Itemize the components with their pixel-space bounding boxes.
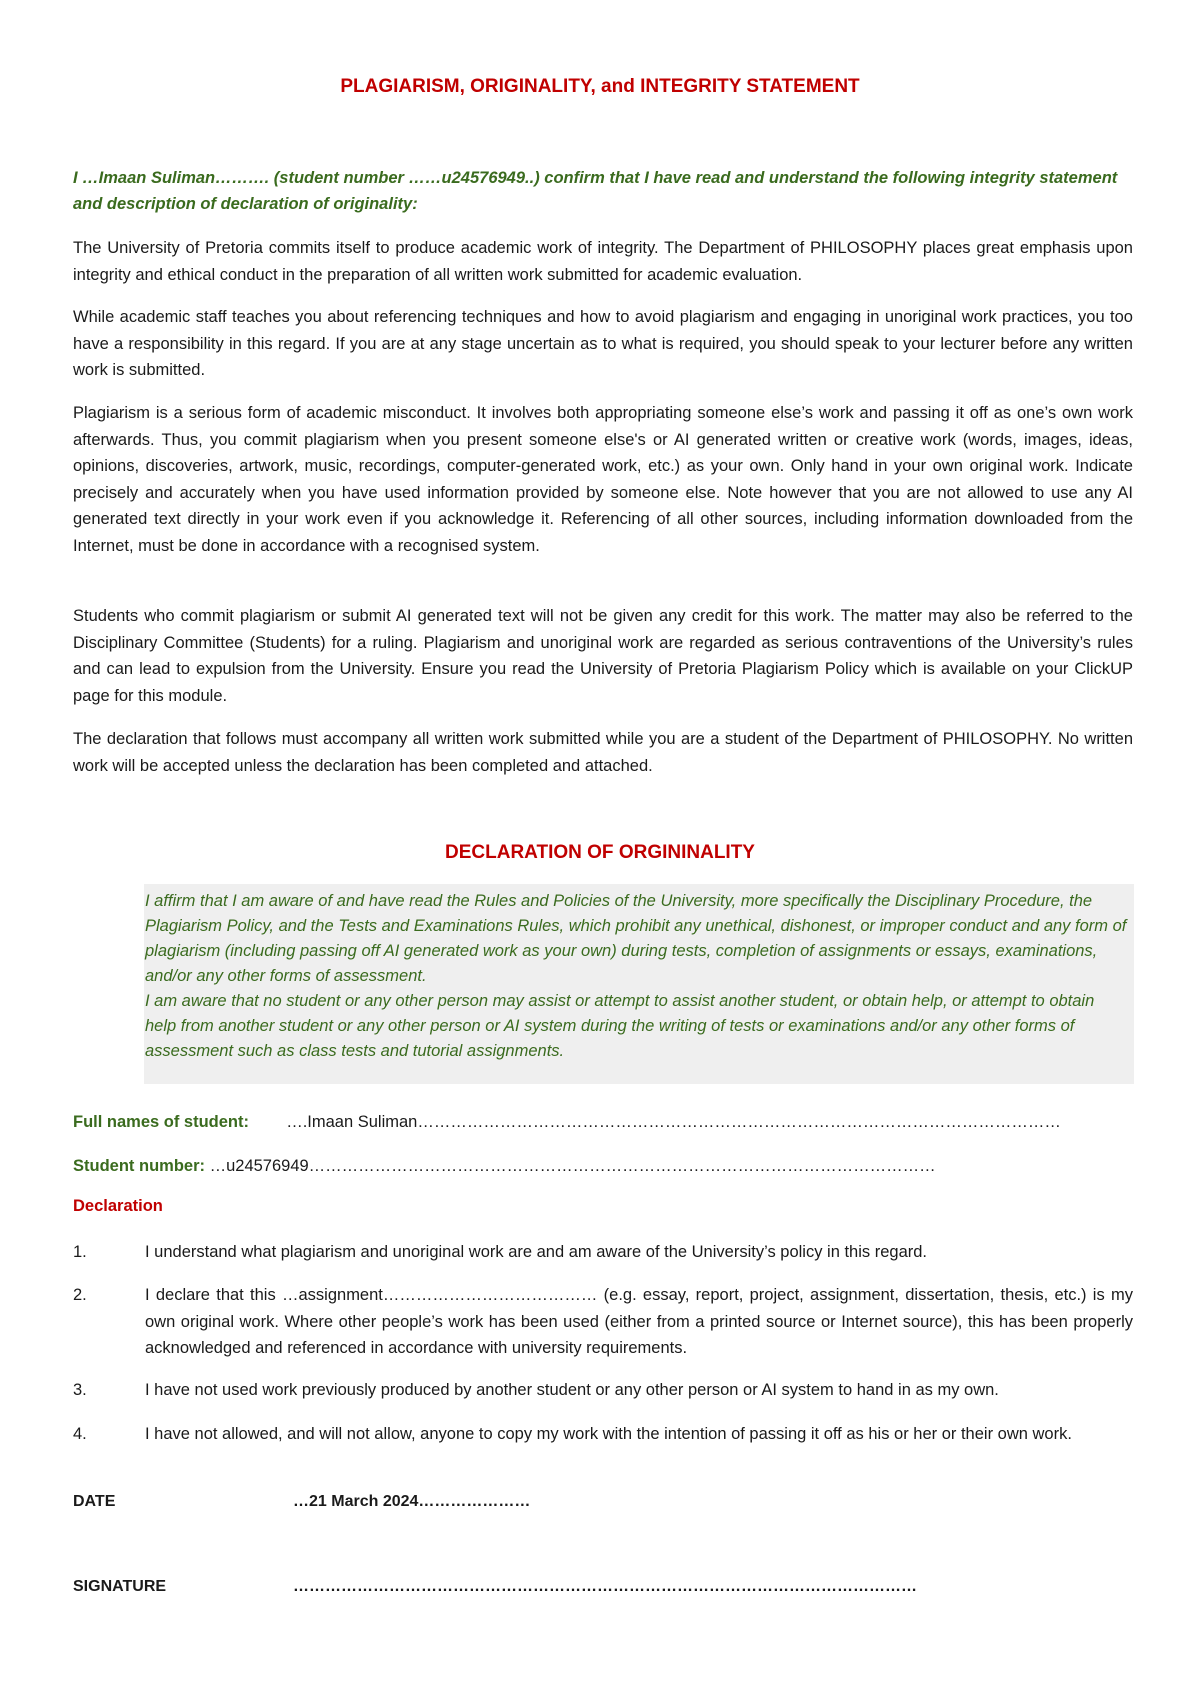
student-number-label: Student number: (73, 1157, 205, 1175)
intro-confirmation: I …Imaan Suliman………. (student number ……u24576949..) confirm that I have read and understand the following integrity statement and description of declaration of originality: (73, 169, 1118, 213)
item-text: I understand what plagiarism and unoriginal work are and am aware of the University’s policy in this regard. (145, 1243, 928, 1261)
date-label: DATE (73, 1493, 116, 1510)
paragraph-declaration-requirement: The declaration that follows must accompany all written work submitted while you are a student of the Department of PHILOSOPHY. No written work will be accepted unless the declaration has been completed and attached. (73, 730, 1133, 775)
item-number: 4. (73, 1425, 87, 1443)
student-number-value: …u24576949…………………………………………………………………………………………………… (209, 1157, 936, 1175)
paragraph-consequences: Students who commit plagiarism or submit AI generated text will not be given any credit for this work. The matter may also be referred to the Disciplinary Committee (Students) for a ruling. Plagiarism and unoriginal work are regarded as serious contraventions of the University’s rules and can lead to expulsion from the University. Ensure you read the University of Pretoria Plagiarism Policy which is available on your ClickUP page for this module. (73, 607, 1133, 705)
declaration-item-3 (73, 1377, 1133, 1404)
date-value: …21 March 2024………………… (293, 1493, 531, 1510)
affirmation-rules: I affirm that I am aware of and have read the Rules and Policies of the University, more specifically the Disciplinary Procedure, the Plagiarism Policy, and the Tests and Examinations Rules, which prohibit any unethical, dishonest, or improper conduct and any form of plagiarism (including passing off AI generated work as your own) during tests, completion of assignments or essays, examinations, and/or any other forms of assessment. (145, 892, 1127, 985)
item-number: 3. (73, 1381, 87, 1399)
full-names-label: Full names of student: (73, 1113, 250, 1131)
item-text: I have not allowed, and will not allow, anyone to copy my work with the intention of passing it off as his or her or their own work. (145, 1425, 1072, 1443)
signature-label: SIGNATURE (73, 1578, 167, 1595)
declaration-heading: Declaration (73, 1197, 163, 1215)
declaration-item-1 (73, 1239, 1133, 1266)
item-number: 1. (73, 1243, 87, 1261)
full-names-value: ….Imaan Suliman……………………………………………………………………………………………………… (286, 1113, 1061, 1131)
affirmation-text (145, 889, 1130, 1064)
signature-line: ……………………………………………………………………………………………………… (293, 1578, 917, 1595)
paragraph-plagiarism-definition: Plagiarism is a serious form of academic misconduct. It involves both appropriating someone else’s work and passing it off as one’s own work afterwards. Thus, you commit plagiarism when you present someone else's or AI generated written or creative work (words, images, ideas, opinions, discoveries, artwork, music, recordings, computer-generated work, etc.) as your own. Only hand in your own original work. Indicate precisely and accurately when you have used information provided by someone else. Note however that you are not allowed to use any AI generated text directly in your work even if you acknowledge it. Referencing of all other sources, including information downloaded from the Internet, must be done in accordance with a recognised system. (73, 404, 1133, 555)
item-text: I declare that this …assignment………………………………… (e.g. essay, report, project, assignment, dissertation, thesis, etc.) is my own original work. Where other people’s work has been used (either from a printed source or Internet source), this has been properly acknowledged and referenced in accordance with university requirements. (145, 1286, 1133, 1357)
declaration-item-4 (73, 1421, 1133, 1448)
declaration-title: DECLARATION OF ORGININALITY (445, 842, 755, 863)
item-number: 2. (73, 1286, 87, 1304)
full-names-row (73, 1113, 1061, 1132)
student-number-row (73, 1157, 936, 1176)
affirmation-assistance: I am aware that no student or any other person may assist or attempt to assist another student, or obtain help, or attempt to obtain help from another student or any other person or AI system during the writing of tests or examinations and/or any other forms of assessment such as class tests and tutorial assignments. (145, 992, 1095, 1060)
paragraph-responsibility: While academic staff teaches you about referencing techniques and how to avoid plagiarism and engaging in unoriginal work practices, you too have a responsibility in this regard. If you are at any stage uncertain as to what is required, you should speak to your lecturer before any written work is submitted. (73, 308, 1133, 379)
item-text: I have not used work previously produced by another student or any other person or AI system to hand in as my own. (145, 1381, 999, 1399)
page-title: PLAGIARISM, ORIGINALITY, and INTEGRITY STATEMENT (340, 76, 860, 97)
paragraph-integrity: The University of Pretoria commits itself to produce academic work of integrity. The Department of PHILOSOPHY places great emphasis upon integrity and ethical conduct in the preparation of all written work submitted for academic evaluation. (73, 239, 1133, 284)
declaration-item-2 (73, 1282, 1133, 1362)
